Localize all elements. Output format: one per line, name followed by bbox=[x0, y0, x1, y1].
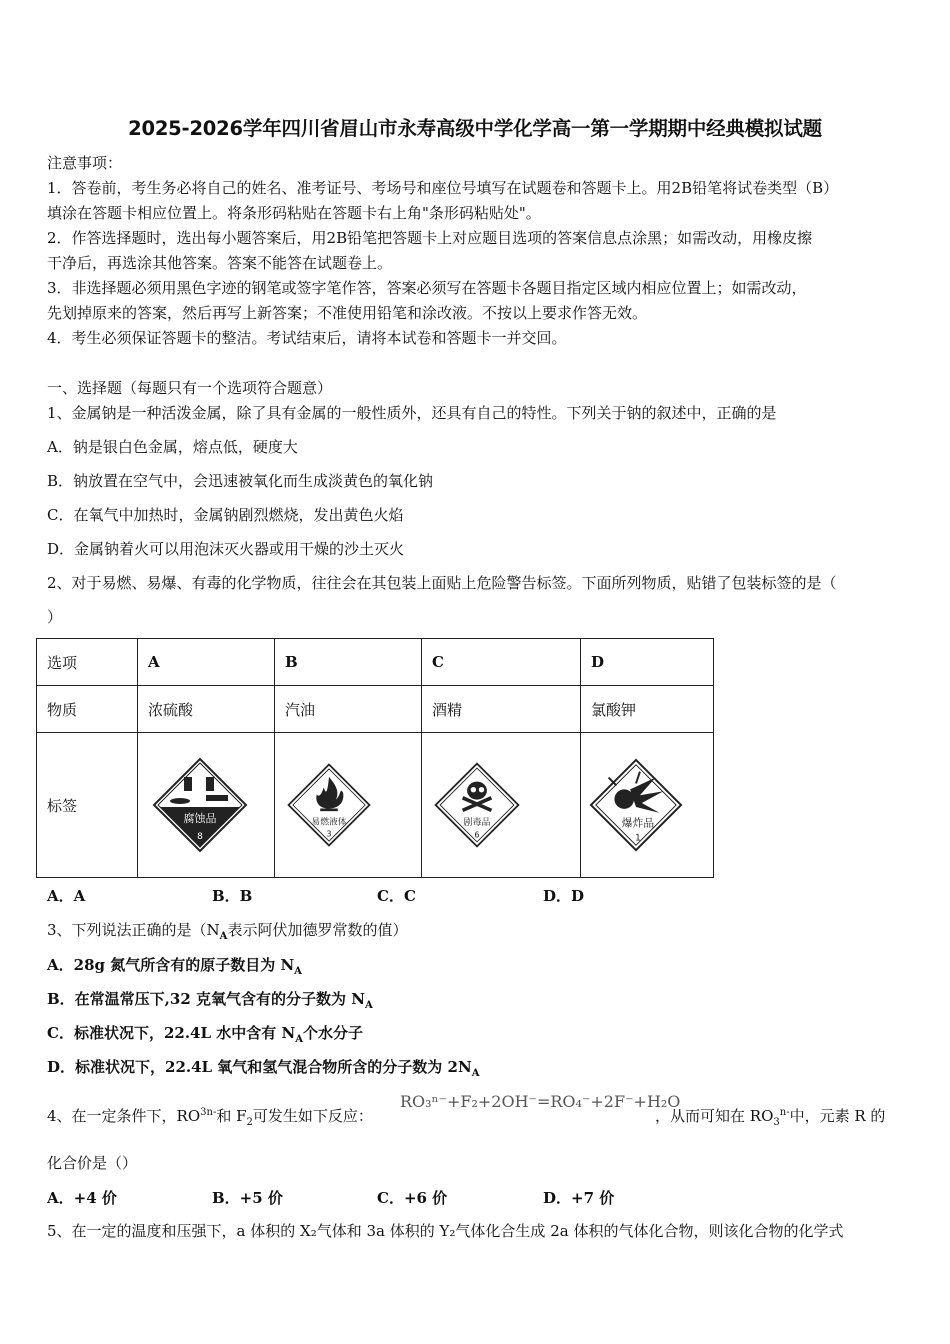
label-number: 6 bbox=[474, 829, 480, 840]
label-text: 易燃液体 bbox=[311, 817, 347, 828]
q2-answer-b: B．B bbox=[212, 887, 253, 905]
q1-option-c: C．在氧气中加热时，金属钠剧烈燃烧，发出黄色火焰 bbox=[47, 506, 404, 524]
reaction-equation: RO₃ⁿ⁻+F₂+2OH⁻=RO₄⁻+2F⁻+H₂O bbox=[400, 1092, 681, 1111]
q2-stem: 2、对于易燃、易爆、有毒的化学物质，往往会在其包装上面贴上危险警告标签。下面所列物质，贴错了包装标签的是（ bbox=[47, 574, 837, 592]
section-heading: 一、选择题（每题只有一个选项符合题意） bbox=[47, 379, 333, 397]
col-header: D bbox=[581, 639, 714, 686]
q2-table bbox=[36, 638, 714, 878]
label-cell bbox=[422, 733, 581, 878]
q4-answer-c: C．+6 价 bbox=[377, 1189, 448, 1207]
substance-cell: 酒精 bbox=[422, 686, 581, 733]
notice-line: 干净后，再选涂其他答案。答案不能答在试题卷上。 bbox=[47, 254, 393, 272]
col-header: A bbox=[138, 639, 275, 686]
substance-cell: 氯酸钾 bbox=[581, 686, 714, 733]
q4-stem: 4、在一定条件下，$RO^{3n-}$和 $F_2$可发生如下反应： bbox=[47, 1107, 373, 1128]
explosive-label-icon bbox=[587, 756, 685, 854]
q4-answer-d: D．+7 价 bbox=[543, 1189, 615, 1207]
q3-option-c: C．标准状况下，22.4L 水中含有 $N_A$个水分子 bbox=[47, 1024, 363, 1045]
label-cell bbox=[275, 733, 422, 878]
q4-stem-tail: ，从而可知在 $RO_3^{n-}$中，元素 R 的 bbox=[655, 1107, 886, 1128]
q2-answer-c: C．C bbox=[377, 887, 416, 905]
notice-line: 2．作答选择题时，选出每小题答案后，用2B铅笔把答题卡上对应题目选项的答案信息点涂黑；如需改动，用橡皮擦 bbox=[47, 229, 813, 247]
notice-heading: 注意事项： bbox=[47, 154, 123, 172]
q2-answer-a: A．A bbox=[47, 887, 86, 905]
notice-line: 先划掉原来的答案，然后再写上新答案；不准使用铅笔和涂改液。不按以上要求作答无效。 bbox=[47, 304, 648, 322]
q1-option-d: D．金属钠着火可以用泡沫灭火器或用干燥的沙土灭火 bbox=[47, 540, 405, 558]
label-number: 1 bbox=[635, 833, 641, 844]
notice-line: 填涂在答题卡相应位置上。将条形码粘贴在答题卡右上角"条形码粘贴处"。 bbox=[47, 204, 541, 222]
toxic-label-icon bbox=[432, 760, 522, 850]
notice-line: 4．考生必须保证答题卡的整洁。考试结束后，请将本试卷和答题卡一并交回。 bbox=[47, 329, 567, 347]
q1-option-a: A．钠是银白色金属，熔点低，硬度大 bbox=[47, 438, 298, 456]
row-header: 选项 bbox=[37, 639, 138, 686]
label-text: 剧毒品 bbox=[463, 817, 491, 828]
label-number: 3 bbox=[326, 829, 332, 839]
label-text: 腐蚀品 bbox=[183, 812, 217, 825]
row-header: 标签 bbox=[37, 733, 138, 878]
q1-option-b: B．钠放置在空气中，会迅速被氧化而生成淡黄色的氧化钠 bbox=[47, 472, 434, 490]
q4-stem-line2: 化合价是（） bbox=[47, 1154, 138, 1172]
substance-cell: 汽油 bbox=[275, 686, 422, 733]
page-title: 2025-2026学年四川省眉山市永寿高级中学化学高一第一学期期中经典模拟试题 bbox=[128, 117, 822, 140]
q3-option-b: B．在常温常压下,32 克氧气含有的分子数为 $N_A$ bbox=[47, 990, 373, 1011]
label-text: 爆炸品 bbox=[621, 816, 655, 830]
notice-line: 3．非选择题必须用黑色字迹的钢笔或签字笔作答，答案必须写在答题卡各题目指定区域内相应位置上；如需改动， bbox=[47, 279, 807, 297]
q2-answer-d: D．D bbox=[543, 887, 585, 905]
label-number: 8 bbox=[197, 832, 203, 842]
q3-option-d: D．标准状况下，22.4L 氧气和氢气混合物所含的分子数为 $2N_A$ bbox=[47, 1058, 480, 1079]
substance-cell: 浓硫酸 bbox=[138, 686, 275, 733]
label-cell bbox=[581, 733, 714, 878]
q4-answer-b: B．+5 价 bbox=[212, 1189, 283, 1207]
q3-stem: 3、下列说法正确的是（$N_A$表示阿伏加德罗常数的值） bbox=[47, 921, 408, 942]
flammable-liquid-label-icon bbox=[285, 761, 373, 849]
q4-answer-a: A．+4 价 bbox=[47, 1189, 117, 1207]
q3-option-a: A．28g 氮气所含有的原子数目为 $N_A$ bbox=[47, 956, 302, 977]
q5-stem: 5、在一定的温度和压强下，a 体积的 X₂气体和 3a 体积的 Y₂气体化合生成 2a 体积的气体化合物，则该化合物的化学式 bbox=[47, 1222, 844, 1240]
col-header: C bbox=[422, 639, 581, 686]
label-cell bbox=[138, 733, 275, 878]
q2-stem-end: ） bbox=[47, 608, 63, 626]
col-header: B bbox=[275, 639, 422, 686]
notice-line: 1．答卷前，考生务必将自己的姓名、准考证号、考场号和座位号填写在试题卷和答题卡上。用2B铅笔将试卷类型（B） bbox=[47, 179, 839, 197]
row-header: 物质 bbox=[37, 686, 138, 733]
q1-stem: 1、金属钠是一种活泼金属，除了具有金属的一般性质外，还具有自己的特性。下列关于钠的叙述中，正确的是 bbox=[47, 404, 777, 422]
corrosive-label-icon bbox=[150, 755, 250, 855]
